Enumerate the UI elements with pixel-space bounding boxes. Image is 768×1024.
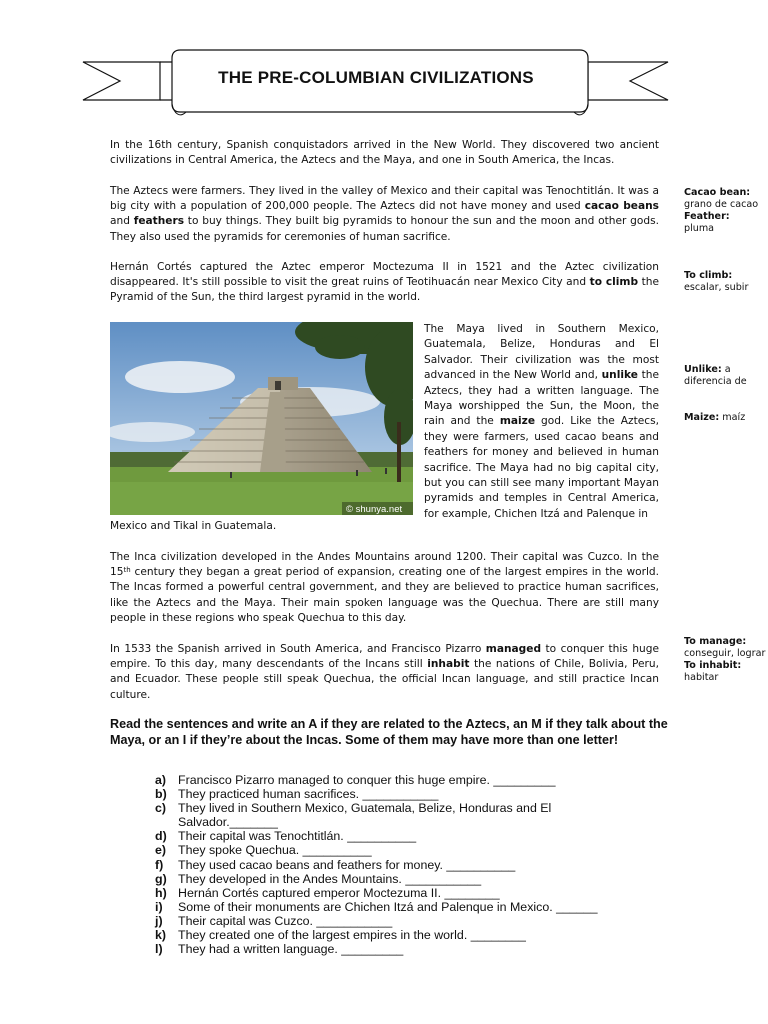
glossary-unlike — [684, 364, 768, 388]
glossary-term: To manage: — [684, 636, 747, 647]
photo-credit: © shunya.net — [346, 504, 403, 515]
glossary-definition: habitar — [684, 672, 719, 683]
pizarro-paragraph: In 1533 the Spanish arrived in South America, and Francisco Pizarro managed to conquer this huge empire. To this day, many descendants of the Incans still inhabit the nations of Chile, Bolivia, Peru, and Ecuador. These people still speak Quechua, the official Incan language, and still practice Incan culture. — [110, 643, 659, 701]
glossary-term: Cacao bean: — [684, 187, 751, 198]
keyword-maize: maize — [499, 415, 535, 428]
keyword-feathers: feathers — [133, 215, 184, 228]
glossary-definition: grano de cacao — [684, 199, 759, 210]
glossary-manage-inhabit — [684, 636, 768, 684]
question-item: l) They had a written language. _________ — [155, 942, 404, 957]
keyword-unlike: unlike — [601, 369, 638, 382]
inca-paragraph: The Inca civilization developed in the Andes Mountains around 1200. Their capital was Cuzco. In the 15th century they began a great period of expansion, creating one of the largest empires in the world. The Incas formed a powerful central government, and they are believed to practice human sacrifices, like the Aztecs and the Maya. Their main spoken language was the Quechua. There are still many people in these regions who speak Quechua to this day. — [110, 551, 659, 624]
exercise-instructions: Read the sentences and write an A if they are related to the Aztecs, an M if they talk about the Maya, or an I if they’re about the Incas. Some of them may have more than one letter! — [110, 717, 668, 747]
glossary-term: Unlike: — [684, 364, 722, 375]
question-item: j) Their capital was Cuzco. ___________ — [155, 913, 393, 928]
question-item: b) They practiced human sacrifices. ___________ — [155, 787, 439, 802]
question-item: g) They developed in the Andes Mountains. ___________ — [155, 871, 482, 886]
cortes-paragraph: Hernán Cortés captured the Aztec emperor Moctezuma II in 1521 and the Aztec civilization disappeared. It's still possible to visit the great ruins of Teotihuacán near Mexico City and to climb the Pyramid of the Sun, the third largest pyramid in the world. — [110, 261, 659, 304]
question-item: i) Some of their monuments are Chichen Itzá and Palenque in Mexico. ______ — [155, 899, 598, 914]
question-item: c) They lived in Southern Mexico, Guatemala, Belize, Honduras and El Salvador._______ — [155, 801, 552, 830]
glossary-definition: conseguir, lograr — [684, 648, 766, 659]
maya-paragraph-end: Mexico and Tikal in Guatemala. — [110, 520, 277, 532]
glossary-definition: pluma — [684, 223, 715, 234]
glossary-term: To climb: — [684, 270, 733, 281]
question-item: f) They used cacao beans and feathers for money. __________ — [155, 857, 516, 872]
maya-paragraph: The Maya lived in Southern Mexico, Guatemala, Belize, Honduras and El Salvador. Their civilization was the most advanced in the New World and, unlike the Aztecs, they had a written language. The Maya worshipped the Sun, the Moon, the rain and the maize god. Like the Aztecs, they were farmers, used cacao beans and feathers for money and believed in human sacrifice. The Maya had no big capital city, but you can still see many important Mayan pyramids and temples in Central America, for example, Chichen Itzá and Palenque in — [424, 323, 659, 520]
glossary-maize — [684, 412, 768, 424]
page-title: THE PRE-COLUMBIAN CIVILIZATIONS — [218, 68, 534, 87]
glossary-climb — [684, 270, 768, 294]
intro-paragraph: In the 16th century, Spanish conquistadors arrived in the New World. They discovered two ancient civilizations in Central America, the Aztecs and the Maya, and one in South America, the Incas. — [110, 139, 659, 167]
question-item: h) Hernán Cortés captured emperor Moctezuma II. ________ — [155, 885, 500, 900]
glossary-cacao-feather — [684, 187, 768, 235]
title-banner — [0, 0, 768, 125]
glossary-term: Feather: — [684, 211, 730, 222]
glossary-definition: a diferencia de — [684, 364, 747, 387]
question-item: a) Francisco Pizarro managed to conquer this huge empire. _________ — [155, 773, 556, 787]
glossary-definition: maíz — [719, 412, 746, 423]
keyword-to-climb: to climb — [589, 276, 639, 289]
glossary-term: To inhabit: — [684, 660, 742, 671]
question-item: d) Their capital was Tenochtitlán. __________ — [155, 829, 417, 844]
pyramid-photo — [110, 322, 413, 515]
glossary-definition: escalar, subir — [684, 282, 749, 293]
keyword-managed: managed — [485, 643, 542, 655]
question-list — [150, 773, 670, 956]
question-item: k) They created one of the largest empires in the world. ________ — [155, 928, 526, 943]
question-item: e) They spoke Quechua. __________ — [155, 843, 372, 858]
keyword-inhabit: inhabit — [427, 658, 470, 671]
glossary-term: Maize: — [684, 412, 720, 423]
keyword-cacao-beans: cacao beans — [584, 200, 659, 213]
aztecs-paragraph: The Aztecs were farmers. They lived in the valley of Mexico and their capital was Tenochtitlán. It was a big city with a population of 200,000 people. The Aztecs did not have money and used cacao beans and feathers to buy things. They built big pyramids to honour the sun and the moon and other gods. They also used the pyramids for ceremonies of human sacrifice. — [110, 185, 659, 243]
